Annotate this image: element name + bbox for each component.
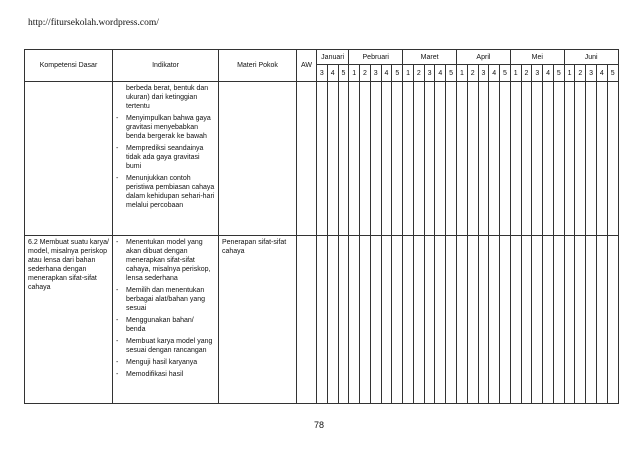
- week-number: 1: [349, 65, 360, 82]
- aw-cell: [297, 236, 317, 404]
- week-cell: [575, 236, 586, 404]
- indikator-cell: [113, 236, 219, 404]
- week-cell: [457, 82, 468, 236]
- kompetensi-cell: 6.2 Membuat suatu karya/ model, misalnya periskop atau lensa dari bahan sederhana dengan menerapkan sifat-sifat cahaya: [25, 236, 113, 404]
- week-cell: [607, 236, 618, 404]
- week-number: 2: [467, 65, 478, 82]
- list-item: - Menyimpulkan bahwa gaya gravitasi menyebabkan benda bergerak ke bawah: [116, 115, 211, 140]
- week-cell: [413, 82, 424, 236]
- week-number: 4: [597, 65, 608, 82]
- kompetensi-cell: [25, 82, 113, 236]
- week-cell: [360, 236, 371, 404]
- list-item: - Menunjukkan contoh peristiwa pembiasan cahaya dalam kehidupan sehari-hari melalui percobaan: [116, 175, 215, 209]
- week-number: 3: [424, 65, 435, 82]
- list-item: - Membuat karya model yang sesuai dengan rancangan: [116, 338, 213, 354]
- week-cell: [381, 236, 392, 404]
- header-aw: AW: [297, 50, 317, 82]
- week-number: 2: [521, 65, 532, 82]
- week-number: 2: [575, 65, 586, 82]
- header-month: Mei: [510, 50, 564, 65]
- week-number: 5: [553, 65, 564, 82]
- week-cell: [392, 82, 403, 236]
- table-row: [25, 82, 619, 236]
- week-number: 5: [392, 65, 403, 82]
- week-number: 4: [327, 65, 338, 82]
- week-cell: [500, 236, 511, 404]
- aw-cell: [297, 82, 317, 236]
- week-cell: [586, 236, 597, 404]
- week-cell: [392, 236, 403, 404]
- week-cell: [370, 236, 381, 404]
- week-cell: [317, 82, 328, 236]
- materi-cell: Penerapan sifat-sifat cahaya: [219, 236, 297, 404]
- header-month: Januari: [317, 50, 349, 65]
- week-cell: [435, 236, 446, 404]
- indikator-cell: [113, 82, 219, 236]
- week-number: 3: [478, 65, 489, 82]
- header-month: Pebruari: [349, 50, 403, 65]
- week-cell: [360, 82, 371, 236]
- week-cell: [521, 236, 532, 404]
- week-number: 4: [489, 65, 500, 82]
- source-url: http://fitursekolah.wordpress.com/: [28, 18, 159, 28]
- week-cell: [521, 82, 532, 236]
- week-cell: [338, 82, 349, 236]
- week-cell: [317, 236, 328, 404]
- week-cell: [478, 236, 489, 404]
- week-number: 1: [510, 65, 521, 82]
- week-cell: [327, 82, 338, 236]
- week-cell: [607, 82, 618, 236]
- week-cell: [532, 82, 543, 236]
- week-cell: [553, 82, 564, 236]
- week-number: 2: [360, 65, 371, 82]
- header-kompetensi: Kompetensi Dasar: [25, 50, 113, 82]
- header-month: April: [457, 50, 511, 65]
- week-cell: [510, 236, 521, 404]
- week-number: 5: [607, 65, 618, 82]
- week-cell: [349, 236, 360, 404]
- list-item: - Memodifikasi hasil: [116, 371, 184, 378]
- week-cell: [543, 236, 554, 404]
- week-cell: [564, 236, 575, 404]
- header-month: Juni: [564, 50, 618, 65]
- week-number: 3: [370, 65, 381, 82]
- list-item: - Menentukan model yang akan dibuat dengan menerapkan sifat-sifat cahaya, misalnya periskop, lensa sederhana: [116, 239, 211, 282]
- week-number: 2: [413, 65, 424, 82]
- list-item: - Menguji hasil karyanya: [116, 359, 198, 366]
- week-cell: [575, 82, 586, 236]
- materi-cell: [219, 82, 297, 236]
- week-cell: [564, 82, 575, 236]
- week-cell: [553, 236, 564, 404]
- week-cell: [457, 236, 468, 404]
- week-cell: [586, 82, 597, 236]
- week-cell: [597, 82, 608, 236]
- week-number: 1: [403, 65, 414, 82]
- week-number: 5: [500, 65, 511, 82]
- week-cell: [489, 82, 500, 236]
- header-month: Maret: [403, 50, 457, 65]
- week-number: 5: [446, 65, 457, 82]
- week-number: 4: [543, 65, 554, 82]
- indikator-continuation: berbeda berat, bentuk dan ukuran) dari ketinggian tertentu: [126, 85, 209, 110]
- week-cell: [349, 82, 360, 236]
- week-cell: [500, 82, 511, 236]
- week-cell: [467, 236, 478, 404]
- week-cell: [403, 82, 414, 236]
- week-cell: [446, 82, 457, 236]
- week-number: 1: [457, 65, 468, 82]
- week-cell: [327, 236, 338, 404]
- week-number: 3: [586, 65, 597, 82]
- page-number: 78: [313, 420, 324, 430]
- list-item: - Menggunakan bahan/ benda: [116, 317, 194, 333]
- week-number: 4: [381, 65, 392, 82]
- week-cell: [543, 82, 554, 236]
- week-cell: [424, 82, 435, 236]
- schedule-table: [24, 49, 619, 404]
- week-cell: [597, 236, 608, 404]
- week-cell: [370, 82, 381, 236]
- week-cell: [510, 82, 521, 236]
- week-cell: [532, 236, 543, 404]
- week-number: 1: [564, 65, 575, 82]
- week-cell: [403, 236, 414, 404]
- week-number: 4: [435, 65, 446, 82]
- week-number: 5: [338, 65, 349, 82]
- week-cell: [489, 236, 500, 404]
- week-cell: [413, 236, 424, 404]
- week-cell: [467, 82, 478, 236]
- week-number: 3: [317, 65, 328, 82]
- week-cell: [424, 236, 435, 404]
- header-indikator: Indikator: [113, 50, 219, 82]
- week-cell: [381, 82, 392, 236]
- header-materi: Materi Pokok: [219, 50, 297, 82]
- list-item: - Memprediksi seandainya tidak ada gaya gravitasi bumi: [116, 145, 204, 170]
- week-cell: [446, 236, 457, 404]
- week-cell: [478, 82, 489, 236]
- week-cell: [338, 236, 349, 404]
- table-row: [25, 236, 619, 404]
- week-number: 3: [532, 65, 543, 82]
- week-cell: [435, 82, 446, 236]
- list-item: - Memilih dan menentukan berbagai alat/bahan yang sesuai: [116, 287, 206, 312]
